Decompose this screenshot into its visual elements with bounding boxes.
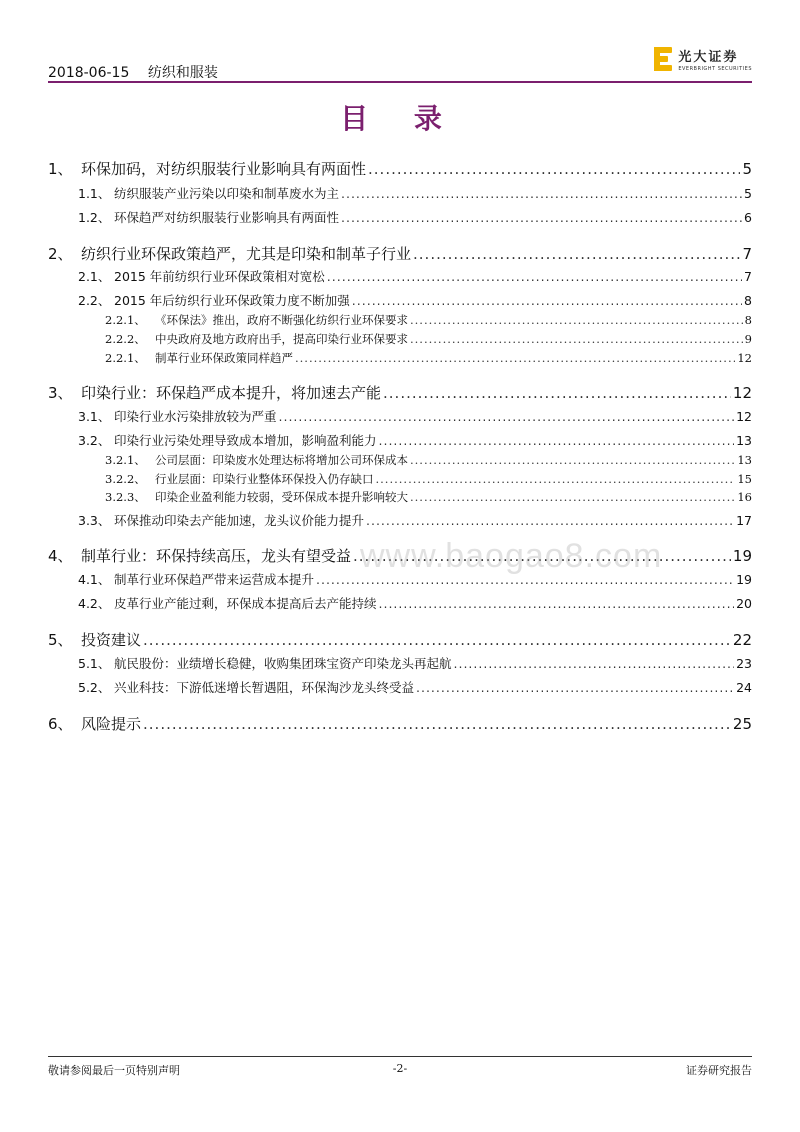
toc-entry[interactable]	[105, 350, 752, 366]
toc-entry-page: 9	[744, 332, 752, 346]
toc-entry-title: 中央政府及地方政府出手，提高印染行业环保要求	[155, 332, 408, 346]
toc-entry-number: 5.1、	[78, 656, 111, 671]
toc-entry[interactable]	[78, 594, 752, 612]
toc-entry-title: 制革行业环保趋严带来运营成本提升	[114, 572, 315, 587]
toc-entry[interactable]	[105, 312, 752, 328]
toc-entry-title: 纺织行业环保政策趋严，尤其是印染和制革子行业	[81, 245, 412, 263]
toc-entry-title: 风险提示	[81, 715, 142, 733]
toc-entry-title: 投资建议	[81, 631, 142, 649]
toc-entry-title: 印染行业污染处理导致成本增加，影响盈利能力	[114, 433, 377, 448]
toc-entry-page: 16	[737, 490, 752, 504]
toc-entry-page: 5	[742, 160, 752, 178]
toc-entry[interactable]	[105, 489, 752, 505]
toc-entry-number: 2.2.1、	[105, 351, 146, 365]
toc-entry-page: 12	[737, 351, 752, 365]
toc-leader-dots	[295, 351, 735, 365]
toc-entry-title: 公司层面：印染废水处理达标将增加公司环保成本	[155, 453, 408, 467]
toc-entry-page: 8	[744, 313, 752, 327]
toc-entry[interactable]	[105, 452, 752, 468]
toc-leader-dots	[376, 472, 736, 486]
toc-leader-dots	[279, 409, 735, 424]
toc-title: 目 录	[340, 102, 460, 135]
logo-icon	[654, 47, 672, 71]
toc-leader-dots	[341, 186, 742, 201]
toc-entry-number: 3.3、	[78, 513, 111, 528]
toc-entry-page: 5	[744, 186, 752, 201]
toc-entry-number: 3.2.1、	[105, 453, 146, 467]
toc-entry-title: 兴业科技：下游低迷增长暂遇阻，环保淘沙龙头终受益	[114, 680, 415, 695]
toc-entry-title: 印染行业：环保趋严成本提升，将加速去产能	[81, 384, 382, 402]
toc-entry-title: 环保趋严对纺织服装行业影响具有两面性	[114, 210, 340, 225]
toc-entry-number: 2.1、	[78, 269, 111, 284]
toc-entry-number: 6、	[48, 715, 73, 733]
header-divider	[48, 81, 752, 83]
toc-entry[interactable]	[78, 208, 752, 226]
toc-entry-title: 航民股份：业绩增长稳健，收购集团珠宝资产印染龙头再起航	[114, 656, 452, 671]
toc-entry-title: 2015 年后纺织行业环保政策力度不断加强	[114, 293, 350, 308]
toc-entry[interactable]	[48, 243, 752, 264]
toc-leader-dots	[410, 490, 735, 504]
toc-leader-dots	[383, 384, 731, 402]
toc-entry-page: 19	[732, 547, 752, 565]
toc-entry-number: 1、	[48, 160, 73, 178]
toc-entry-page: 13	[736, 433, 752, 448]
toc-entry[interactable]	[78, 511, 752, 529]
toc-entry-page: 7	[744, 269, 752, 284]
toc-leader-dots	[341, 210, 742, 225]
toc-entry-title: 《环保法》推出，政府不断强化纺织行业环保要求	[155, 313, 408, 327]
toc-entry-title: 2015 年前纺织行业环保政策相对宽松	[114, 269, 325, 284]
toc-entry-title: 环保加码，对纺织服装行业影响具有两面性	[81, 160, 367, 178]
toc-entry-title: 制革行业环保政策同样趋严	[155, 351, 293, 365]
toc-entry[interactable]	[78, 431, 752, 449]
toc-entry[interactable]	[78, 407, 752, 425]
toc-entry[interactable]	[48, 158, 752, 179]
toc-entry-number: 2.2、	[78, 293, 111, 308]
toc-entry-number: 2.2.2、	[105, 332, 146, 346]
toc-leader-dots	[327, 269, 742, 284]
toc-entry[interactable]	[78, 678, 752, 696]
toc-entry-number: 3.2.3、	[105, 490, 146, 504]
toc-entry-page: 12	[736, 409, 752, 424]
footer-divider	[48, 1056, 752, 1057]
toc-entry[interactable]	[105, 331, 752, 347]
toc-entry-title: 纺织服装产业污染以印染和制革废水为主	[114, 186, 340, 201]
toc-entry-number: 1.2、	[78, 210, 111, 225]
toc-entry-page: 8	[744, 293, 752, 308]
toc-entry-title: 制革行业：环保持续高压，龙头有望受益	[81, 547, 352, 565]
report-category: 纺织和服装	[147, 65, 218, 81]
toc-entry-title: 印染企业盈利能力较弱，受环保成本提升影响较大	[155, 490, 408, 504]
toc-entry-number: 3.2.2、	[105, 472, 146, 486]
toc-entry-page: 6	[744, 210, 752, 225]
footer-disclaimer: 敬请参阅最后一页特别声明	[48, 1064, 180, 1077]
toc-entry-number: 5、	[48, 631, 73, 649]
toc-entry-page: 20	[736, 596, 752, 611]
toc-entry-number: 3.2、	[78, 433, 111, 448]
toc-entry-number: 4.1、	[78, 572, 111, 587]
header-text	[48, 62, 218, 82]
toc-leader-dots	[352, 293, 742, 308]
toc-entry[interactable]	[48, 629, 752, 650]
toc-leader-dots	[413, 245, 740, 263]
report-date: 2018-06-15	[48, 65, 130, 81]
toc-entry[interactable]	[78, 184, 752, 202]
watermark: www.baogao8.com	[360, 537, 663, 575]
footer-report-type: 证券研究报告	[686, 1064, 752, 1077]
toc-entry[interactable]	[48, 382, 752, 403]
toc-entry-page: 17	[736, 513, 752, 528]
toc-entry-title: 印染行业水污染排放较为严重	[114, 409, 277, 424]
toc-leader-dots	[410, 453, 735, 467]
toc-entry-page: 25	[732, 715, 752, 733]
toc-entry-page: 12	[732, 384, 752, 402]
toc-leader-dots	[379, 433, 735, 448]
toc-entry-number: 5.2、	[78, 680, 111, 695]
toc-leader-dots	[416, 680, 734, 695]
toc-entry[interactable]	[48, 713, 752, 734]
toc-entry[interactable]	[105, 471, 752, 487]
toc-entry-number: 1.1、	[78, 186, 111, 201]
toc-entry-page: 13	[737, 453, 752, 467]
toc-entry-title: 行业层面：印染行业整体环保投入仍存缺口	[155, 472, 374, 486]
toc-entry-page: 23	[736, 656, 752, 671]
toc-entry-title: 皮革行业产能过剩，环保成本提高后去产能持续	[114, 596, 377, 611]
toc-leader-dots	[410, 313, 743, 327]
toc-entry-page: 19	[736, 572, 752, 587]
toc-entry-number: 3.1、	[78, 409, 111, 424]
toc-entry-number: 3、	[48, 384, 73, 402]
toc-leader-dots	[410, 332, 743, 346]
toc-entry-number: 2.2.1、	[105, 313, 146, 327]
toc-entry-number: 2、	[48, 245, 73, 263]
page-number: -2-	[392, 1062, 408, 1075]
toc-leader-dots	[366, 513, 734, 528]
toc-leader-dots	[379, 596, 735, 611]
toc-entry[interactable]	[78, 654, 752, 672]
toc-leader-dots	[143, 631, 731, 649]
toc-entry-number: 4、	[48, 547, 73, 565]
toc-entry-page: 15	[737, 472, 752, 486]
toc-entry-title: 环保推动印染去产能加速，龙头议价能力提升	[114, 513, 365, 528]
logo-cn-text: 光大证券	[678, 50, 739, 65]
toc-entry-page: 22	[732, 631, 752, 649]
company-logo	[654, 46, 752, 72]
logo-en-text: EVERBRIGHT SECURITIES	[678, 66, 752, 72]
toc-entry-number: 4.2、	[78, 596, 111, 611]
toc-leader-dots	[143, 715, 731, 733]
toc-entry[interactable]	[78, 267, 752, 285]
toc-entry-page: 24	[736, 680, 752, 695]
toc-entry[interactable]	[78, 291, 752, 309]
toc-leader-dots	[368, 160, 740, 178]
toc-entry-page: 7	[742, 245, 752, 263]
toc-leader-dots	[454, 656, 735, 671]
